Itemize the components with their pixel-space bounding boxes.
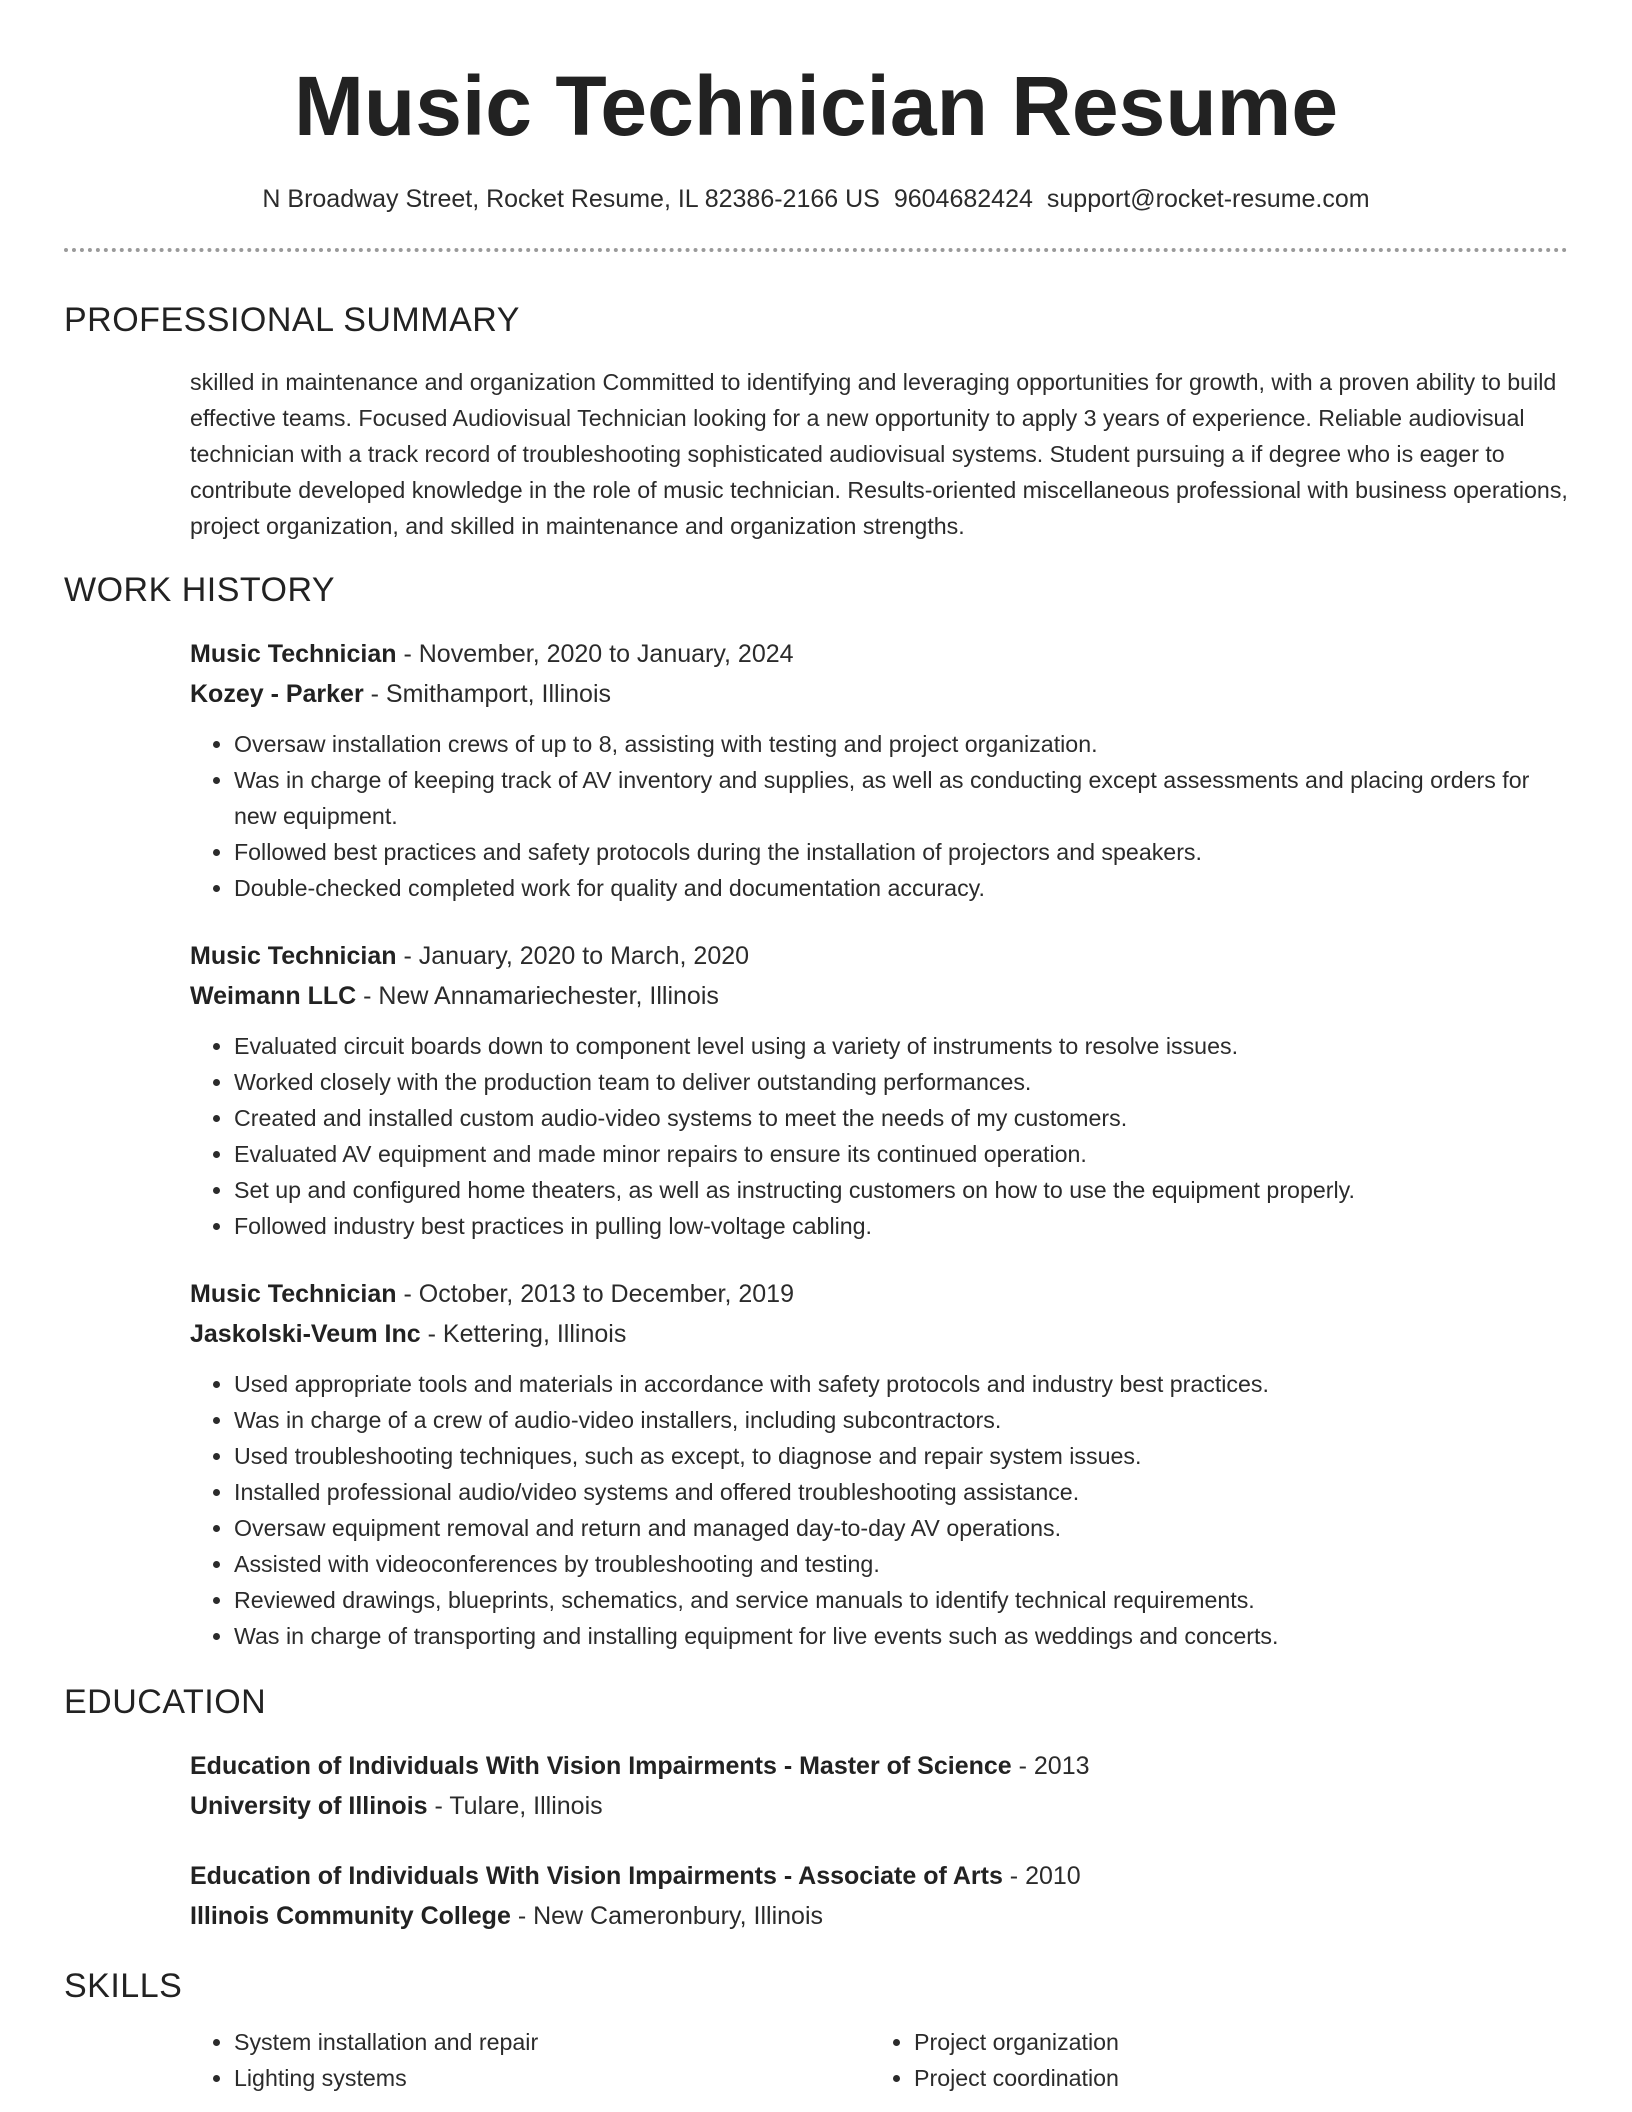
job-duties-list xyxy=(190,1028,1568,1244)
skills-grid xyxy=(190,2024,1550,2096)
education-section xyxy=(64,1680,1568,1936)
skills-column-right xyxy=(870,2024,1550,2096)
list-item: • Used appropriate tools and materials in accordance with safety protocols and industry best practices. xyxy=(234,1366,1568,1402)
list-item: • Was in charge of a crew of audio-video installers, including subcontractors. xyxy=(234,1402,1568,1438)
list-item: • Was in charge of keeping track of AV inventory and supplies, as well as conducting except assessments and placing orders for new equipment. xyxy=(234,762,1568,834)
job-company-line xyxy=(190,1314,1568,1354)
summary-text: skilled in maintenance and organization Committed to identifying and leveraging opportunities for growth, with a proven ability to build effective teams. Focused Audiovisual Technician looking for a new opportunity to apply 3 years of experience. Reliable audiovisual technician with a track record of troubleshooting sophisticated audiovisual systems. Student pursuing a if degree who is eager to contribute developed knowledge in the role of music technician. Results-oriented miscellaneous professional with business operations, project organization, and skilled in maintenance and organization strengths. xyxy=(190,369,1568,539)
list-item: • System installation and repair xyxy=(234,2024,870,2060)
summary-heading: PROFESSIONAL SUMMARY xyxy=(64,301,520,339)
job-company: Weimann LLC xyxy=(190,982,357,1010)
job-title: Music Technician xyxy=(190,640,397,668)
summary-section xyxy=(64,298,1568,544)
job-title: Music Technician xyxy=(190,1280,397,1308)
school-name: Illinois Community College xyxy=(190,1902,511,1930)
list-item: • Followed best practices and safety protocols during the installation of projectors and speakers. xyxy=(234,834,1568,870)
job-dates: - October, 2013 to December, 2019 xyxy=(396,1280,794,1308)
school-name: University of Illinois xyxy=(190,1792,428,1820)
list-item: • Reviewed drawings, blueprints, schematics, and service manuals to identify technical requirements. xyxy=(234,1582,1568,1618)
degree-line xyxy=(190,1746,1568,1786)
school-line xyxy=(190,1896,1568,1936)
list-item: • Created and installed custom audio-video systems to meet the needs of my customers. xyxy=(234,1100,1568,1136)
list-item: • Was in charge of transporting and installing equipment for live events such as weddings and concerts. xyxy=(234,1618,1568,1654)
school-line xyxy=(190,1786,1568,1826)
job-company: Kozey - Parker xyxy=(190,680,364,708)
job-title: Music Technician xyxy=(190,942,397,970)
job-location: - Kettering, Illinois xyxy=(420,1320,627,1348)
job-title-line xyxy=(190,1274,1568,1314)
list-item: • Installed professional audio/video systems and offered troubleshooting assistance. xyxy=(234,1474,1568,1510)
list-item: • Evaluated circuit boards down to component level using a variety of instruments to resolve issues. xyxy=(234,1028,1568,1064)
contact-email: support@rocket-resume.com xyxy=(1046,185,1370,213)
job-entry xyxy=(190,634,1568,906)
list-item: • Oversaw installation crews of up to 8, assisting with testing and project organization. xyxy=(234,726,1568,762)
job-title-line xyxy=(190,936,1568,976)
header-divider xyxy=(64,248,1568,252)
degree-year: - 2010 xyxy=(1002,1862,1081,1890)
skills-section xyxy=(64,1964,1568,2096)
school-location: - New Cameronbury, Illinois xyxy=(510,1902,824,1930)
list-item: • Followed industry best practices in pulling low-voltage cabling. xyxy=(234,1208,1568,1244)
contact-address: N Broadway Street, Rocket Resume, IL 82386-2166 US xyxy=(262,185,880,213)
list-item: • Assisted with videoconferences by troubleshooting and testing. xyxy=(234,1546,1568,1582)
degree-name: Education of Individuals With Vision Impairments - Associate of Arts xyxy=(190,1862,1003,1890)
work-history-section xyxy=(64,568,1568,1654)
school-location: - Tulare, Illinois xyxy=(427,1792,603,1820)
skills-column-left xyxy=(190,2024,870,2096)
list-item: • Double-checked completed work for quality and documentation accuracy. xyxy=(234,870,1568,906)
list-item: • Oversaw equipment removal and return and managed day-to-day AV operations. xyxy=(234,1510,1568,1546)
degree-year: - 2013 xyxy=(1011,1752,1090,1780)
resume-title: Music Technician Resume xyxy=(293,59,1339,153)
job-entry xyxy=(190,1274,1568,1654)
skills-heading: SKILLS xyxy=(64,1967,183,2005)
education-heading: EDUCATION xyxy=(64,1683,267,1721)
job-title-line xyxy=(190,634,1568,674)
list-item: • Used troubleshooting techniques, such as except, to diagnose and repair system issues. xyxy=(234,1438,1568,1474)
education-entry xyxy=(190,1746,1568,1826)
job-company: Jaskolski-Veum Inc xyxy=(190,1320,421,1348)
job-company-line xyxy=(190,976,1568,1016)
job-duties-list xyxy=(190,1366,1568,1654)
job-location: - Smithamport, Illinois xyxy=(363,680,611,708)
skills-list-left xyxy=(190,2024,870,2096)
degree-line xyxy=(190,1856,1568,1896)
skills-list-right xyxy=(870,2024,1550,2096)
job-dates: - November, 2020 to January, 2024 xyxy=(396,640,794,668)
job-duties-list xyxy=(190,726,1568,906)
list-item: • Lighting systems xyxy=(234,2060,870,2096)
degree-name: Education of Individuals With Vision Impairments - Master of Science xyxy=(190,1752,1012,1780)
contact-phone: 9604682424 xyxy=(893,185,1033,213)
job-entry xyxy=(190,936,1568,1244)
list-item: • Set up and configured home theaters, as well as instructing customers on how to use the equipment properly. xyxy=(234,1172,1568,1208)
list-item: • Project coordination xyxy=(914,2060,1550,2096)
list-item: • Worked closely with the production team to deliver outstanding performances. xyxy=(234,1064,1568,1100)
job-dates: - January, 2020 to March, 2020 xyxy=(396,942,750,970)
job-company-line xyxy=(190,674,1568,714)
education-entry xyxy=(190,1856,1568,1936)
list-item: • Project organization xyxy=(914,2024,1550,2060)
contact-line xyxy=(0,182,1632,216)
job-location: - New Annamariechester, Illinois xyxy=(356,982,719,1010)
list-item: • Evaluated AV equipment and made minor repairs to ensure its continued operation. xyxy=(234,1136,1568,1172)
work-history-heading: WORK HISTORY xyxy=(64,571,336,609)
